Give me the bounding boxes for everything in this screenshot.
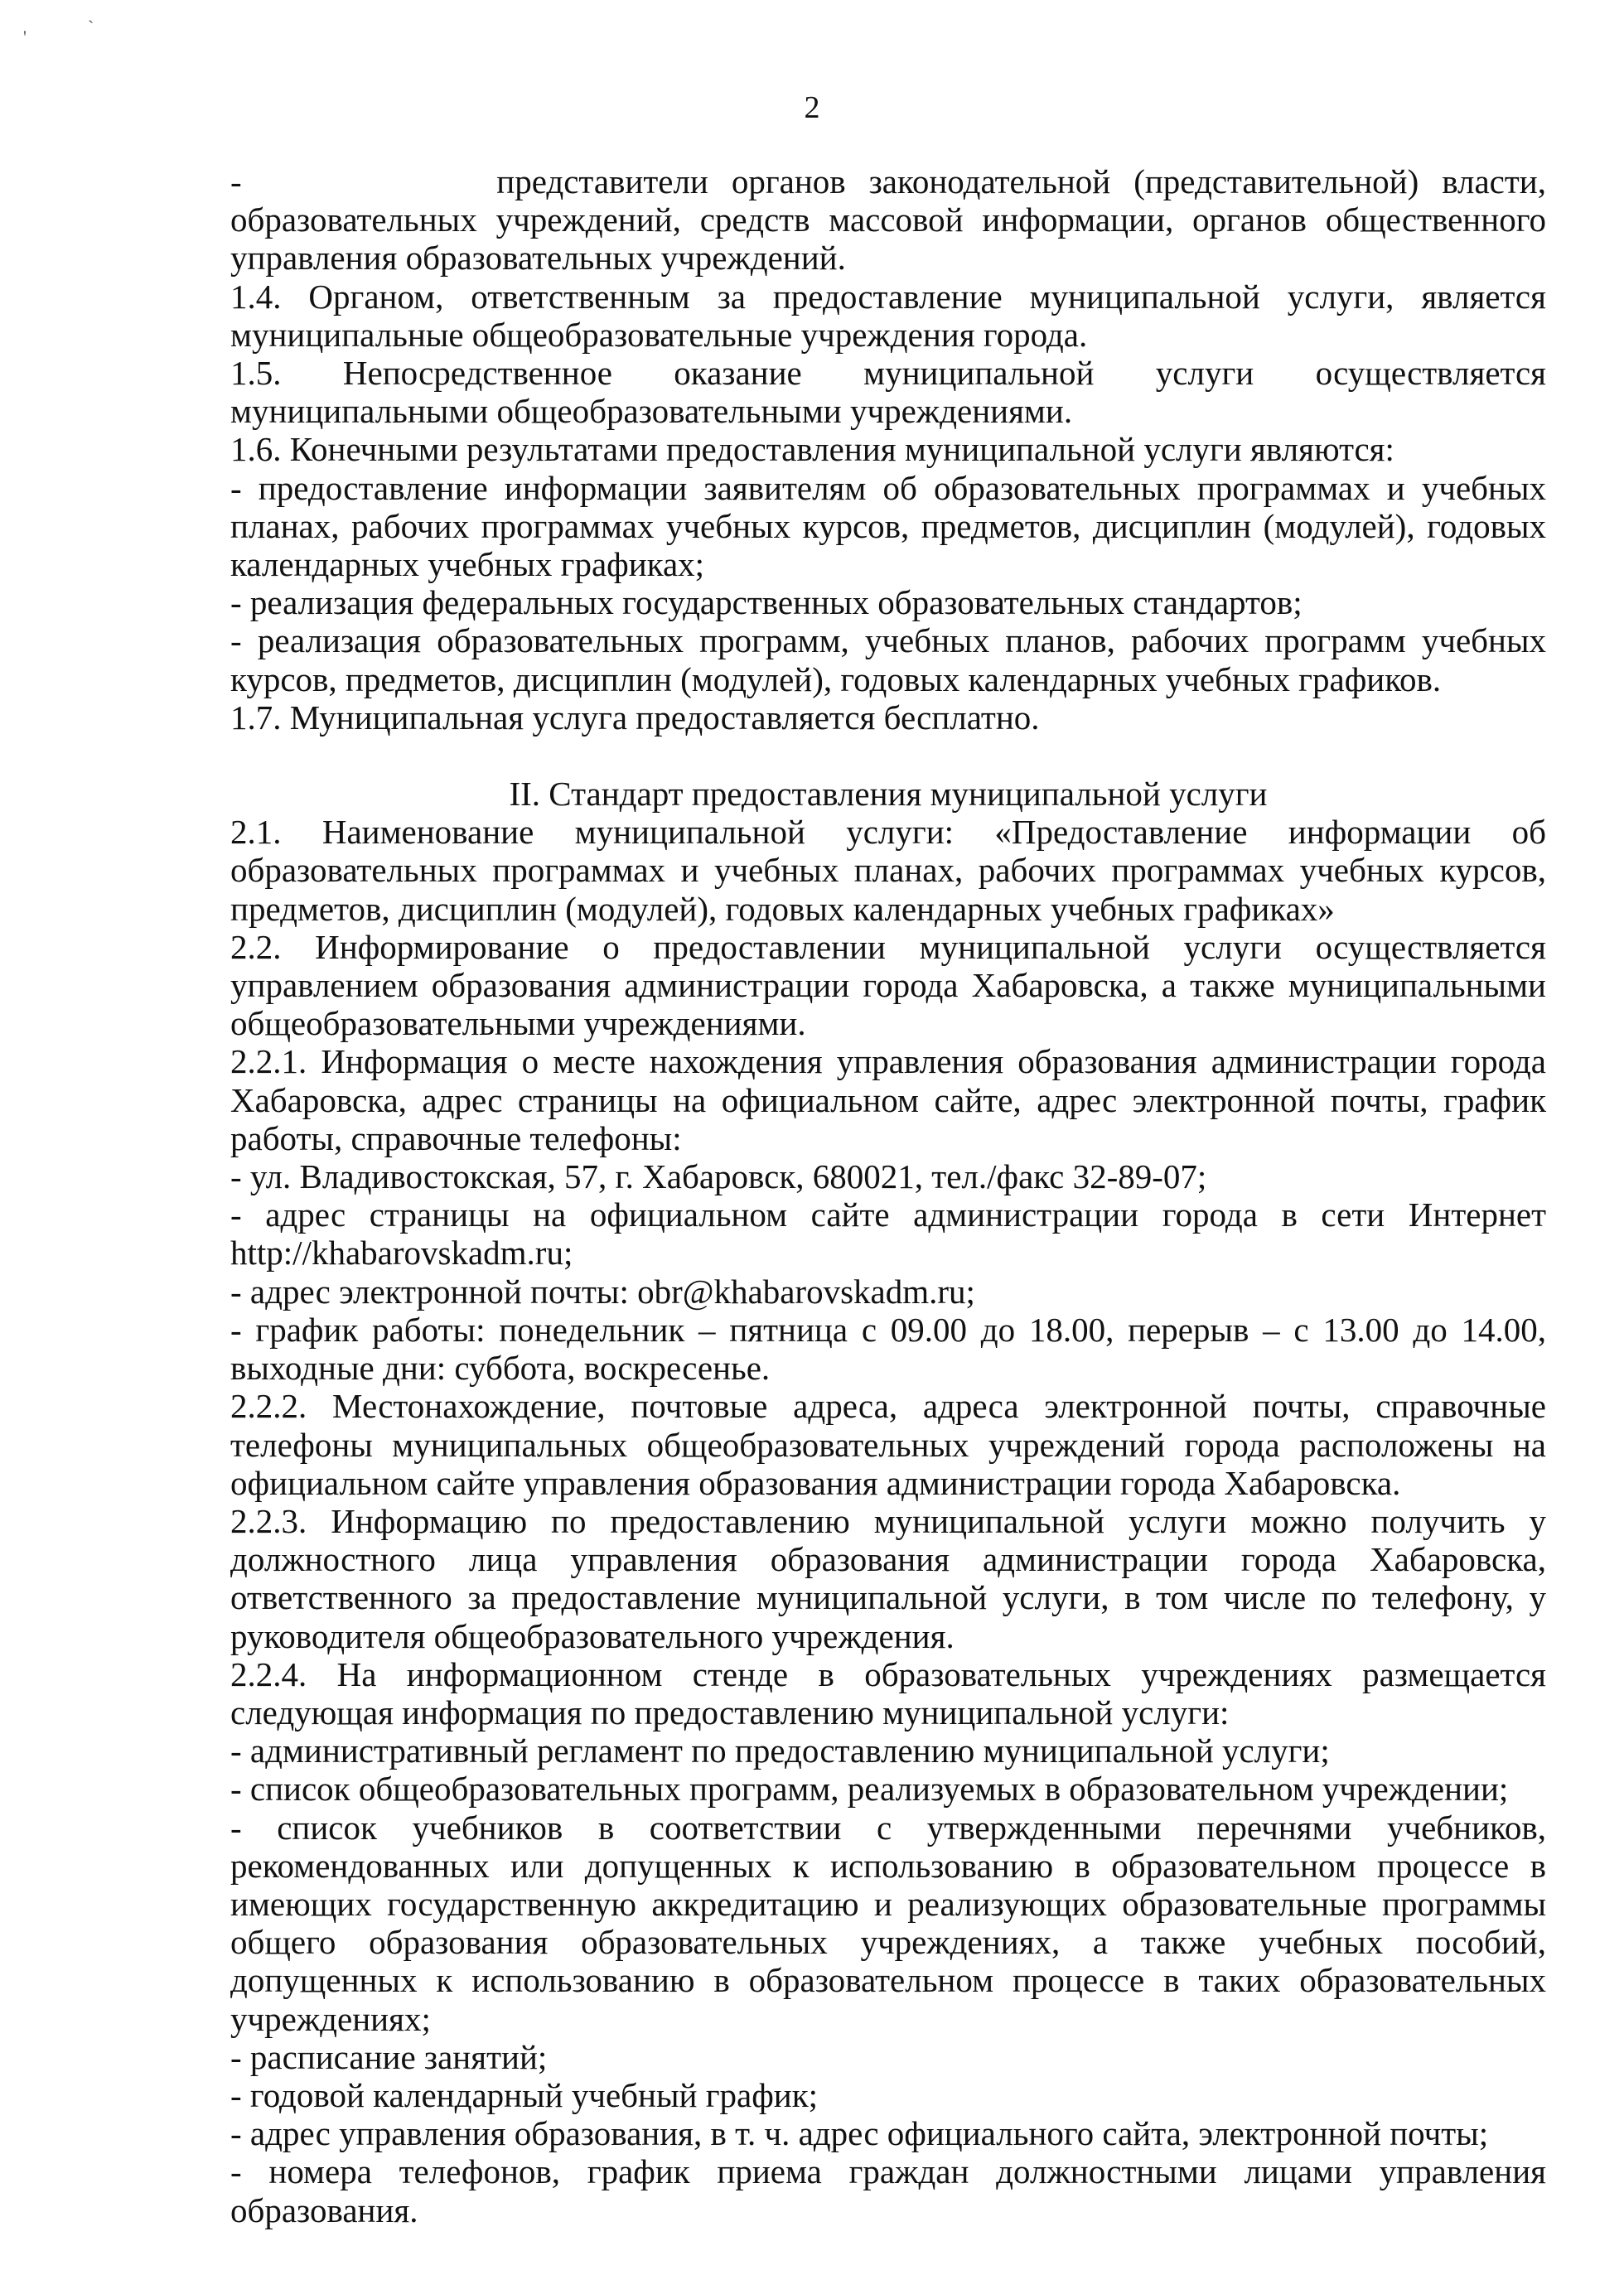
scan-artifact-mark: ' xyxy=(23,27,27,47)
paragraph: 1.5. Непосредственное оказание муниципальной услуги осуществляется муниципальными общеобразовательными учреждениями. xyxy=(230,354,1546,431)
paragraph: - реализация федеральных государственных образовательных стандартов; xyxy=(230,583,1303,622)
paragraph: 1.6. Конечными результатами предоставления муниципальной услуги являются: xyxy=(230,430,1394,469)
paragraph: - номера телефонов, график приема граждан должностными лицами управления образования. xyxy=(230,2152,1546,2229)
paragraph: - список учебников в соответствии с утвержденными перечнями учебников, рекомендованных или допущенных к использованию в образовательном процессе в имеющих государственную аккредитацию и реализующих образовательные программы общего образования образовательных учреждениях, а также учебных пособий, допущенных к использованию в образовательном процессе в таких образовательных учреждениях; xyxy=(230,1808,1546,2038)
paragraph: 2.1. Наименование муниципальной услуги: «Предоставление информации об образовательных программах и учебных планах, рабочих программах учебных курсов, предметов, дисциплин (модулей), годовых календарных учебных графиках» xyxy=(230,813,1546,928)
paragraph: 1.7. Муниципальная услуга предоставляется бесплатно. xyxy=(230,698,1040,737)
paragraph: - реализация образовательных программ, учебных планов, рабочих программ учебных курсов, предметов, дисциплин (модулей), годовых календарных учебных графиков. xyxy=(230,621,1546,698)
paragraph: 1.4. Органом, ответственным за предоставление муниципальной услуги, является муниципальные общеобразовательные учреждения города. xyxy=(230,277,1546,354)
paragraph: 2.2.1. Информация о месте нахождения управления образования администрации города Хабаровска, адрес страницы на официальном сайте, адрес электронной почты, график работы, справочные телефоны: xyxy=(230,1042,1546,1157)
page-number: 2 xyxy=(804,90,820,125)
paragraph: - список общеобразовательных программ, реализуемых в образовательном учреждении; xyxy=(230,1770,1509,1809)
paragraph: - предоставление информации заявителям об образовательных программах и учебных планах, рабочих программах учебных курсов, предметов, дисциплин (модулей), годовых календарных учебных графиках; xyxy=(230,468,1546,584)
paragraph: - адрес управления образования, в т. ч. адрес официального сайта, электронной почты; xyxy=(230,2114,1489,2153)
paragraph: - представители органов законодательной (представительной) власти, образовательных учреждений, средств массовой информации, органов общественного управления образовательных учреждений. xyxy=(230,162,1546,278)
paragraph: - адрес электронной почты: obr@khabarovskadm.ru; xyxy=(230,1272,975,1311)
paragraph: - годовой календарный учебный график; xyxy=(230,2075,819,2114)
paragraph: - адрес страницы на официальном сайте администрации города в сети Интернет http://khabarovskadm.ru; xyxy=(230,1195,1546,1273)
paragraph: 2.2.3. Информацию по предоставлению муниципальной услуги можно получить у должностного лица управления образования администрации города Хабаровска, ответственного за предоставление муниципальной услуги, в том числе по телефону, у руководителя общеобразовательного учреждения. xyxy=(230,1501,1546,1655)
paragraph: - график работы: понедельник – пятница с 09.00 до 18.00, перерыв – с 13.00 до 14.00, выходные дни: суббота, воскресенье. xyxy=(230,1310,1546,1388)
document-body xyxy=(230,162,1546,2229)
paragraph: - ул. Владивостокская, 57, г. Хабаровск, 680021, тел./факс 32-89-07; xyxy=(230,1157,1207,1196)
section-heading: II. Стандарт предоставления муниципальной услуги xyxy=(509,775,1268,814)
paragraph: 2.2.2. Местонахождение, почтовые адреса, адреса электронной почты, справочные телефоны муниципальных общеобразовательных учреждений города расположены на официальном сайте управления образования администрации города Хабаровска. xyxy=(230,1387,1546,1502)
paragraph: - административный регламент по предоставлению муниципальной услуги; xyxy=(230,1731,1330,1770)
scan-artifact-mark: ` xyxy=(88,17,94,37)
paragraph: 2.2. Информирование о предоставлении муниципальной услуги осуществляется управлением образования администрации города Хабаровска, а также муниципальными общеобразовательными учреждениями. xyxy=(230,927,1546,1043)
paragraph: 2.2.4. На информационном стенде в образовательных учреждениях размещается следующая информация по предоставлению муниципальной услуги: xyxy=(230,1654,1546,1731)
paragraph: - расписание занятий; xyxy=(230,2037,548,2076)
